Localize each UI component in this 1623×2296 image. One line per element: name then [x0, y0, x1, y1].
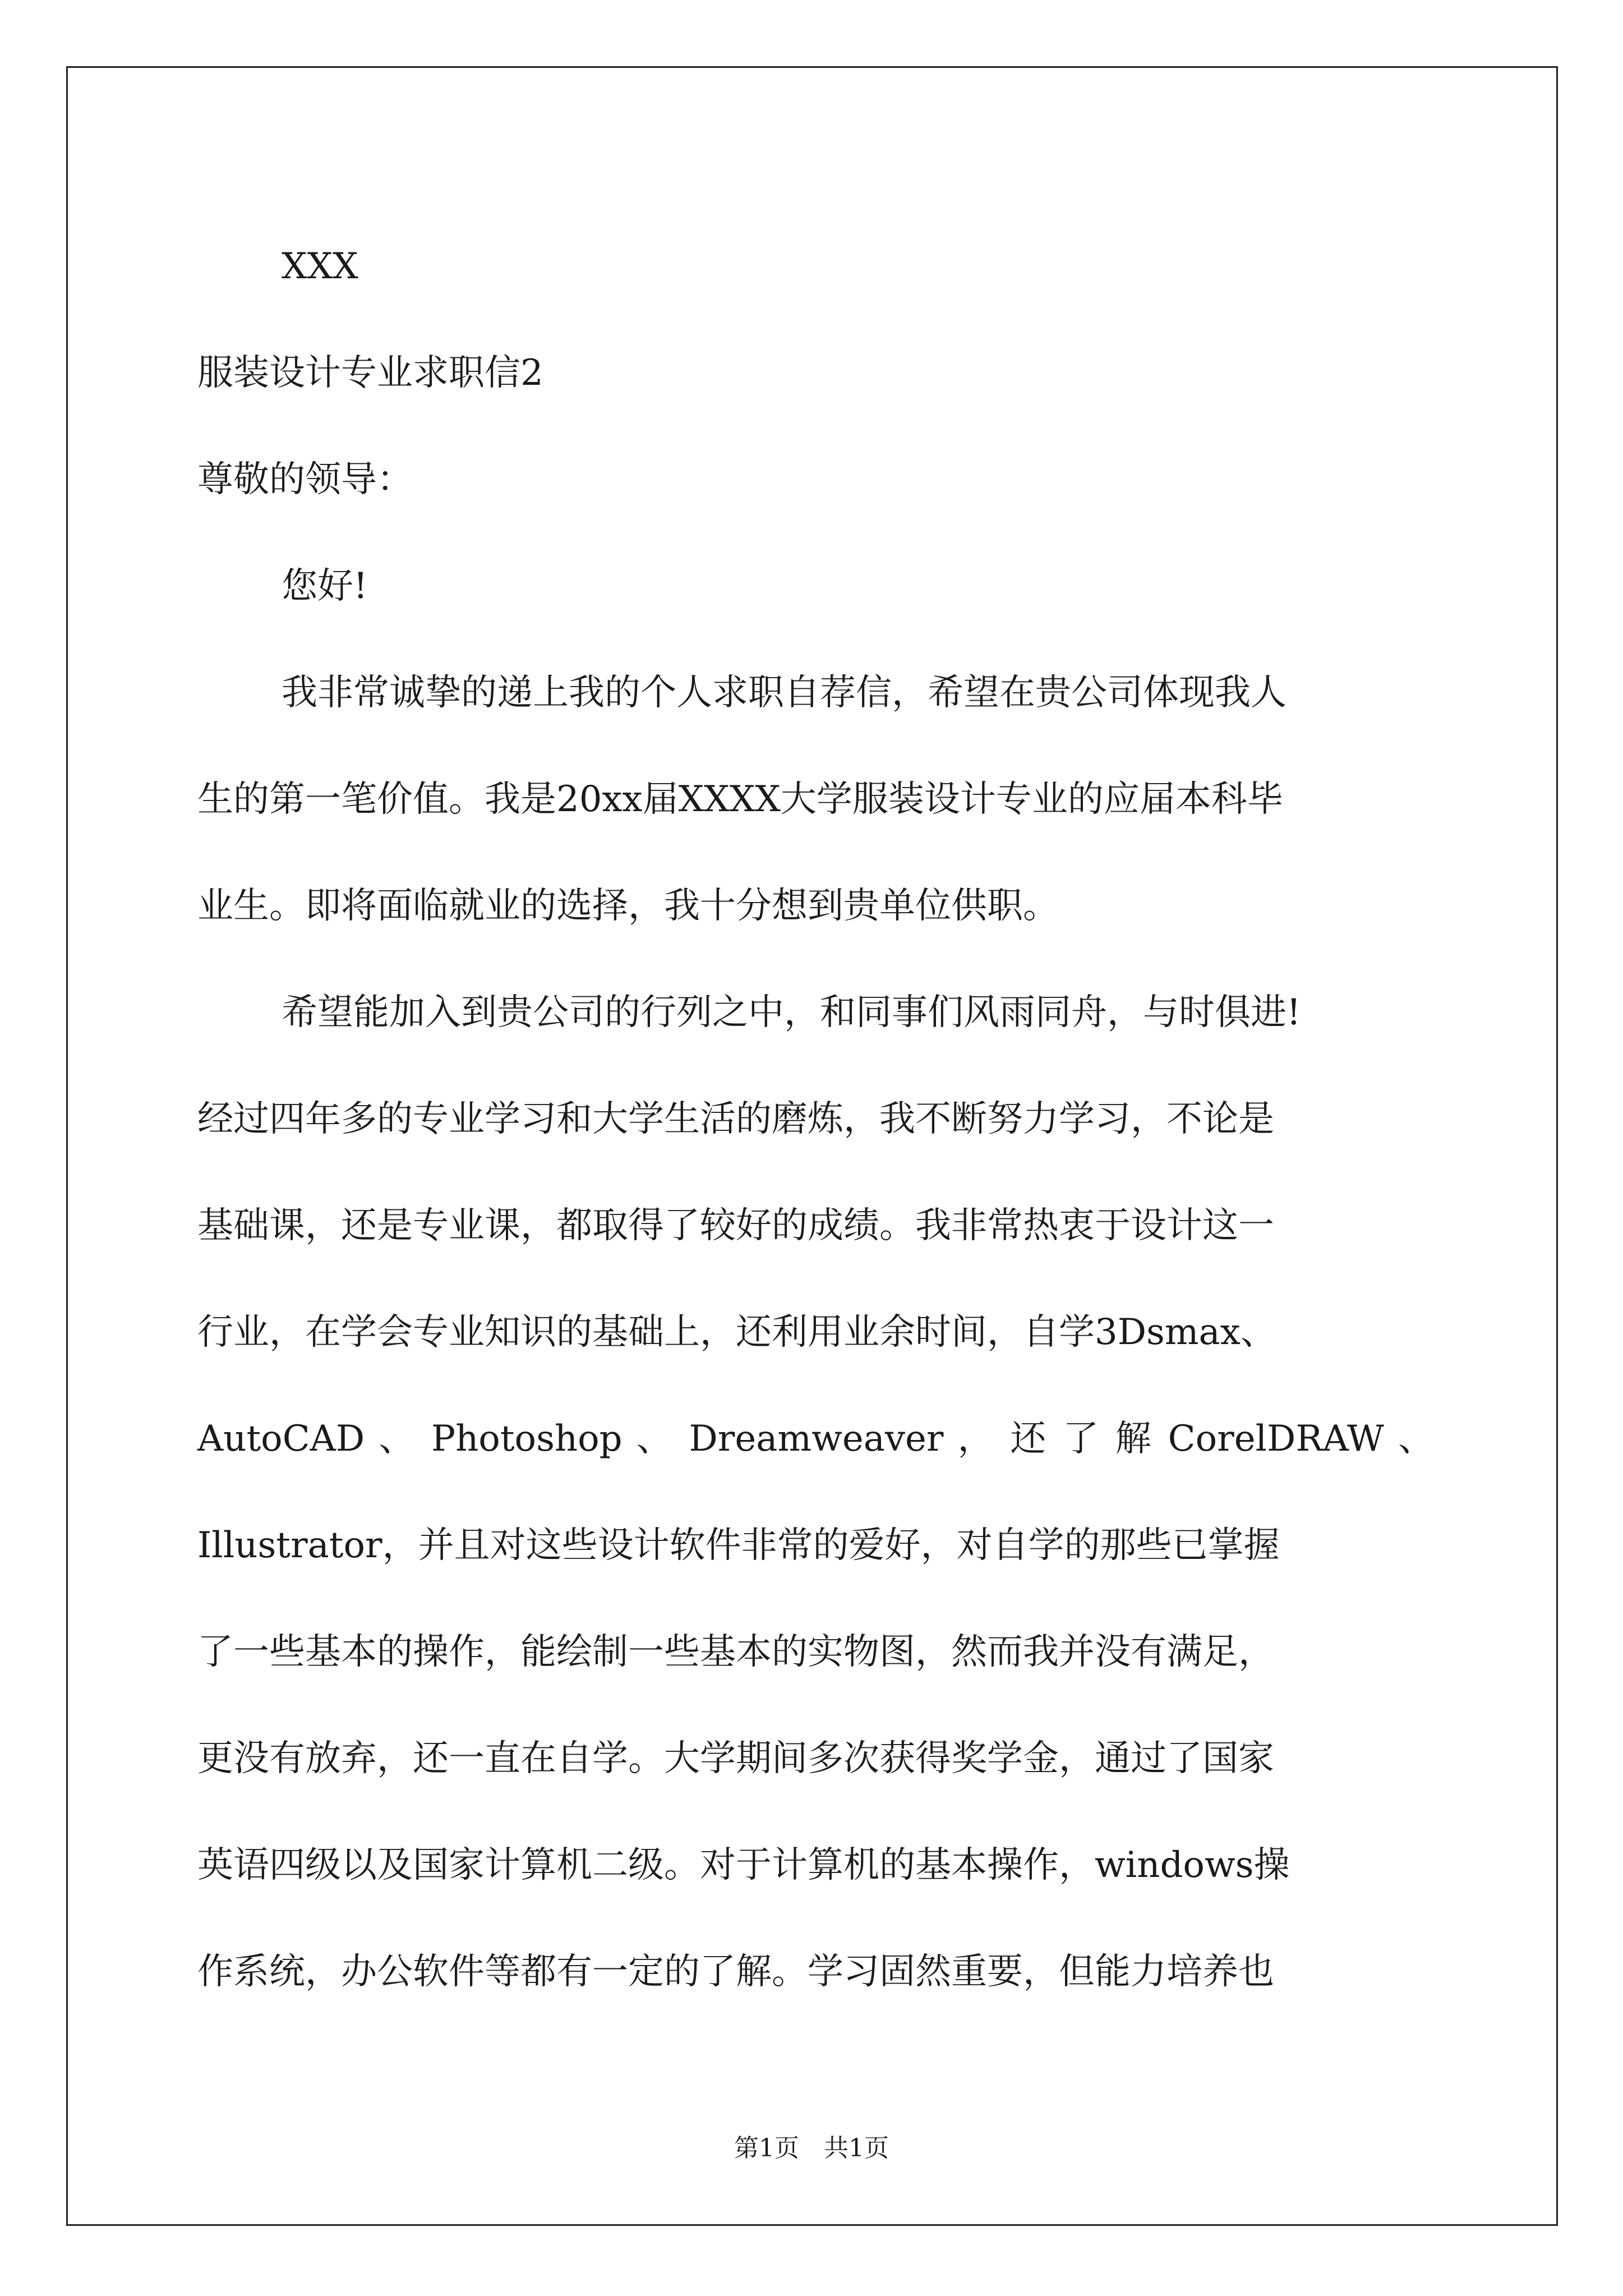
sender-name: XXX [282, 246, 358, 287]
paragraph-line: 经过四年多的专业学习和大学生活的磨炼，我不断努力学习，不论是 [197, 1098, 1274, 1140]
letter-heading: 服装设计专业求职信2 [197, 352, 543, 394]
letter-body [197, 213, 1434, 2025]
paragraph-line: 业生。即将面临就业的选择，我十分想到贵单位供职。 [197, 885, 1059, 927]
paragraph-line: AutoCAD 、 Photoshop 、 Dreamweaver ， 还 了 解 CorelDRAW 、 [197, 1418, 1434, 1460]
paragraph-line: 了一些基本的操作，能绘制一些基本的实物图，然而我并没有满足， [197, 1631, 1274, 1673]
paragraph-line: 作系统，办公软件等都有一定的了解。学习固然重要，但能力培养也 [197, 1951, 1274, 1993]
paragraph-line: 生的第一笔价值。我是20xx届XXXX大学服装设计专业的应届本科毕 [197, 779, 1283, 820]
page-footer: 第1页 共1页 [734, 2134, 889, 2162]
paragraph-line: 希望能加入到贵公司的行列之中，和同事们风雨同舟，与时俱进! [282, 992, 1301, 1033]
paragraph-line: Illustrator，并且对这些设计软件非常的爱好，对自学的那些已掌握 [197, 1525, 1280, 1566]
paragraph-line: 行业，在学会专业知识的基础上，还利用业余时间，自学3Dsmax、 [197, 1312, 1276, 1353]
paragraph-line: 我非常诚挚的递上我的个人求职自荐信，希望在贵公司体现我人 [282, 672, 1287, 714]
paragraph-line: 基础课，还是专业课，都取得了较好的成绩。我非常热衷于设计这一 [197, 1205, 1274, 1246]
paragraph-line: 更没有放弃，还一直在自学。大学期间多次获得奖学金，通过了国家 [197, 1738, 1274, 1779]
paragraph-line: 英语四级以及国家计算机二级。对于计算机的基本操作，windows操 [197, 1844, 1290, 1886]
greeting: 您好! [282, 565, 368, 607]
salutation: 尊敬的领导： [197, 459, 413, 500]
